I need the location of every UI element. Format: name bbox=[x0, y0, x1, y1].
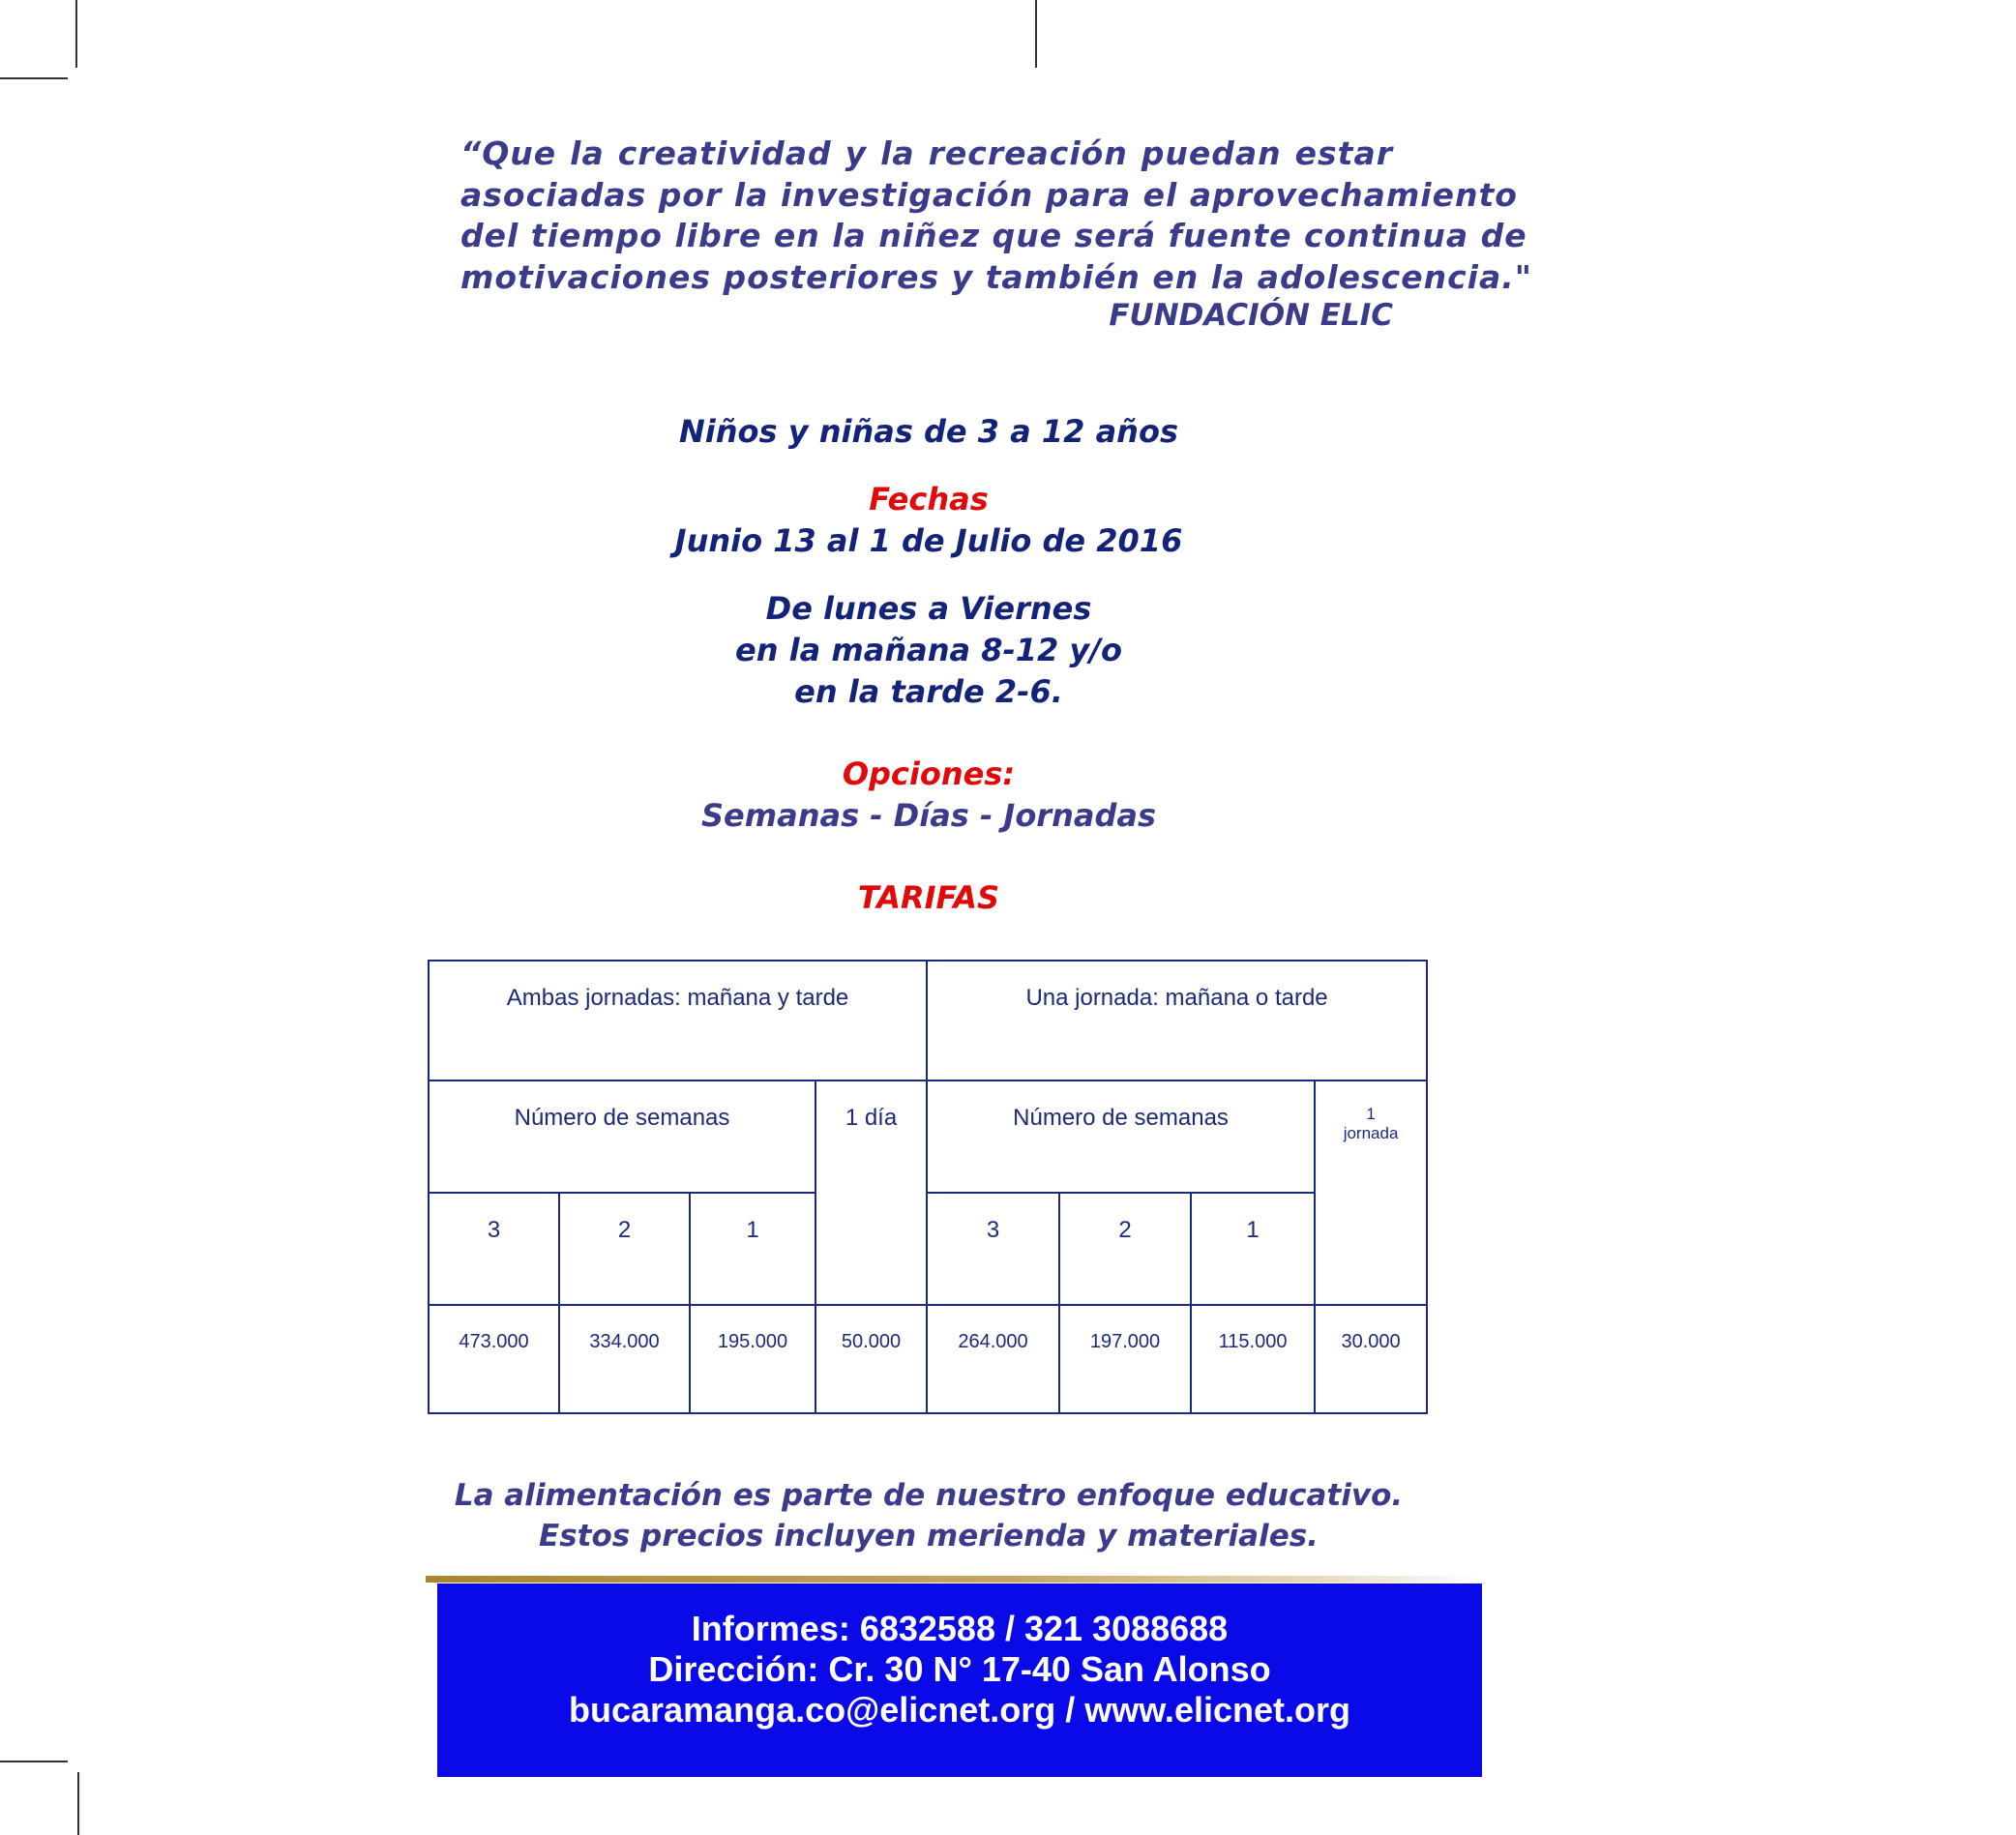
price-cell: 473.000 bbox=[429, 1305, 559, 1413]
quote-line: motivaciones posteriores y también en la adolescencia." bbox=[460, 257, 1532, 296]
week-count-cell: 2 bbox=[1059, 1193, 1191, 1305]
crop-mark-bottom-left-h bbox=[0, 1761, 68, 1762]
options-heading: Opciones: bbox=[842, 755, 1016, 792]
contact-box bbox=[437, 1583, 1482, 1777]
one-shift-word: jornada bbox=[1343, 1124, 1399, 1142]
contact-web[interactable]: bucaramanga.co@elicnet.org / www.elicnet.org bbox=[569, 1690, 1350, 1730]
week-count-cell: 1 bbox=[1191, 1193, 1315, 1305]
price-cell: 197.000 bbox=[1059, 1305, 1191, 1413]
crop-mark-bottom-left-v bbox=[77, 1772, 79, 1835]
weeks-header-one: Número de semanas bbox=[927, 1080, 1315, 1193]
one-shift-number: 1 bbox=[1366, 1105, 1376, 1123]
price-cell: 30.000 bbox=[1315, 1305, 1427, 1413]
schedule-line: en la tarde 2-6. bbox=[794, 673, 1063, 710]
crop-mark-top-left-v bbox=[75, 0, 77, 68]
quote-author: FUNDACIÓN ELIC bbox=[1109, 298, 1393, 333]
group-both-header: Ambas jornadas: mañana y tarde bbox=[429, 961, 927, 1080]
one-day-header: 1 día bbox=[815, 1080, 927, 1305]
schedule-line: en la mañana 8-12 y/o bbox=[735, 632, 1122, 668]
options-text: Semanas - Días - Jornadas bbox=[701, 797, 1156, 834]
group-one-header: Una jornada: mañana o tarde bbox=[927, 961, 1427, 1080]
ages-heading: Niños y niñas de 3 a 12 años bbox=[679, 413, 1178, 450]
schedule-line: De lunes a Viernes bbox=[765, 590, 1092, 627]
weeks-header-both: Número de semanas bbox=[429, 1080, 815, 1193]
contact-phones: Informes: 6832588 / 321 3088688 bbox=[691, 1609, 1229, 1648]
crop-mark-top-center-v bbox=[1035, 0, 1037, 68]
contact-address: Dirección: Cr. 30 N° 17-40 San Alonso bbox=[648, 1649, 1271, 1689]
quote-block bbox=[460, 133, 1532, 298]
week-count-cell: 2 bbox=[559, 1193, 690, 1305]
week-count-cell: 3 bbox=[927, 1193, 1059, 1305]
dates-range: Junio 13 al 1 de Julio de 2016 bbox=[674, 522, 1183, 559]
food-note-line: La alimentación es parte de nuestro enfoque educativo. bbox=[454, 1478, 1404, 1513]
rates-table bbox=[428, 960, 1428, 1414]
price-cell: 264.000 bbox=[927, 1305, 1059, 1413]
gold-divider bbox=[426, 1576, 1482, 1583]
price-cell: 115.000 bbox=[1191, 1305, 1315, 1413]
quote-line: “Que la creatividad y la recreación puedan estar bbox=[460, 134, 1393, 172]
crop-mark-top-left-h bbox=[0, 77, 68, 79]
price-cell: 195.000 bbox=[690, 1305, 815, 1413]
price-cell: 334.000 bbox=[559, 1305, 690, 1413]
quote-line: del tiempo libre en la niñez que será fuente continua de bbox=[460, 217, 1527, 254]
week-count-cell: 1 bbox=[690, 1193, 815, 1305]
quote-line: asociadas por la investigación para el aprovechamiento bbox=[460, 175, 1518, 214]
dates-heading: Fechas bbox=[869, 481, 989, 518]
price-cell: 50.000 bbox=[815, 1305, 927, 1413]
one-shift-header bbox=[1315, 1080, 1427, 1305]
food-note bbox=[426, 1475, 1432, 1556]
week-count-cell: 3 bbox=[429, 1193, 559, 1305]
rates-heading: TARIFAS bbox=[857, 879, 1000, 916]
food-note-line: Estos precios incluyen merienda y materiales. bbox=[539, 1519, 1319, 1554]
